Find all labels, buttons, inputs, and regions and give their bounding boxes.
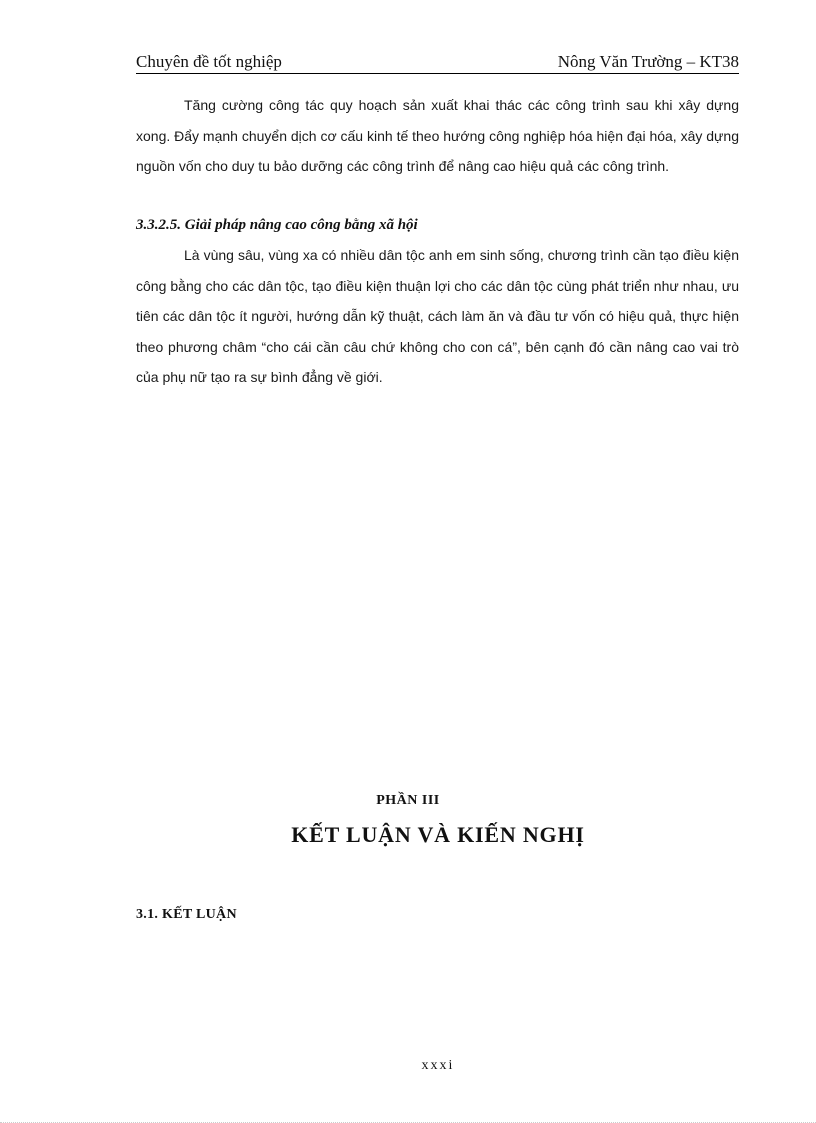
paragraph-planning: Tăng cường công tác quy hoạch sản xuất khai thác các công trình sau khi xây dựng xong. Đẩy mạnh chuyển dịch cơ cấu kinh tế theo hướng công nghiệp hóa hiện đại hóa, xây dựng nguồn vốn cho duy tu bảo dưỡng các công trình để nâng cao hiệu quả các công trình. <box>136 97 739 174</box>
header-author: Nông Văn Trường – KT38 <box>557 52 739 71</box>
paragraph-social-equity: Là vùng sâu, vùng xa có nhiều dân tộc anh em sinh sống, chương trình cần tạo điều kiện công bằng cho các dân tộc, tạo điều kiện thuận lợi cho các dân tộc cùng phát triển như nhau, ưu tiên các dân tộc ít người, hướng dẫn kỹ thuật, cách làm ăn và đầu tư vốn có hiệu quả, thực hiện theo phương châm “cho cái cần câu chứ không cho con cá”, bên cạnh đó cần nâng cao vai trò của phụ nữ tạo ra sự bình đẳng về giới. <box>136 247 739 385</box>
part-title: KẾT LUẬN VÀ KIẾN NGHỊ <box>291 822 585 847</box>
header-document-type: Chuyên đề tốt nghiệp <box>136 52 282 71</box>
part-label: PHẦN III <box>376 793 440 808</box>
page-number: xxxi <box>421 1058 455 1073</box>
page-header <box>136 50 739 74</box>
section-heading: 3.3.2.5. Giải pháp nâng cao công bằng xã hội <box>136 217 418 233</box>
sub-heading-conclusion: 3.1. KẾT LUẬN <box>136 907 237 922</box>
